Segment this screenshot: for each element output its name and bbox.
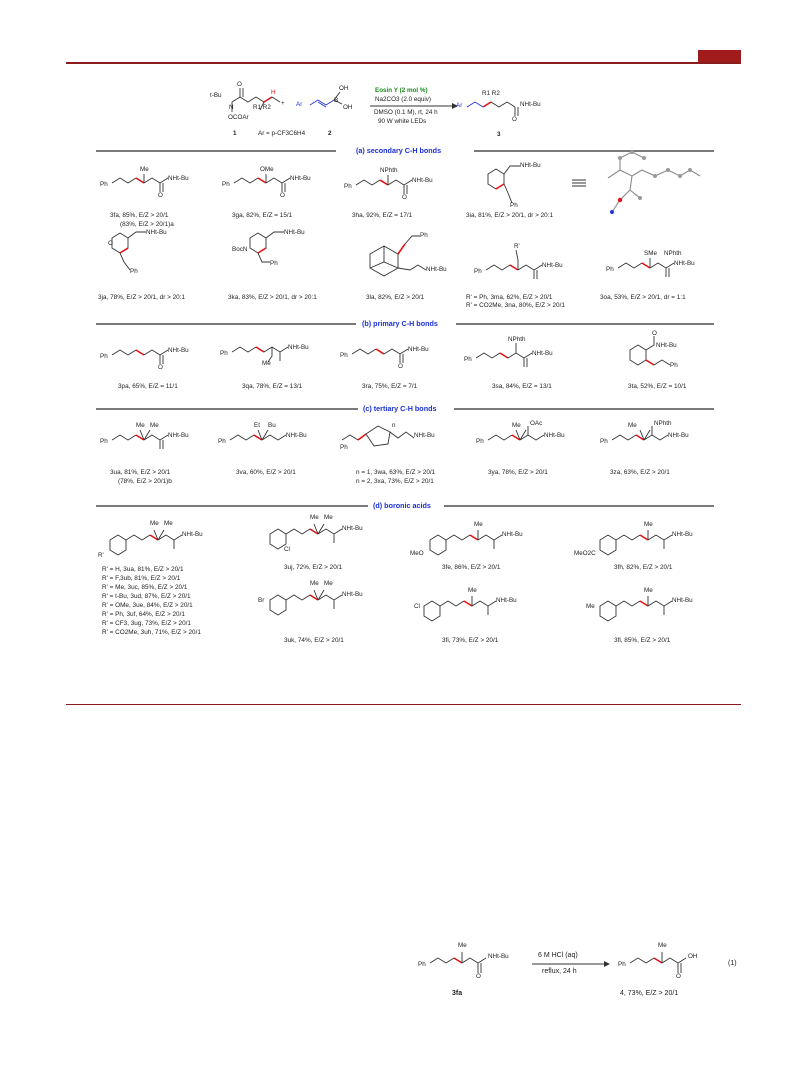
oh-label-1: OH xyxy=(339,85,349,92)
caption-3ua: 3ua, 81%, E/Z > 20/1 xyxy=(110,469,171,476)
3fh-me-label: Me xyxy=(644,521,653,528)
caption-3ma: R' = Ph, 3ma, 62%, E/Z > 20/1 xyxy=(466,294,553,301)
3ya-ph-label: Ph xyxy=(476,438,484,445)
3oa-ph-label: Ph xyxy=(606,266,614,273)
3fa-ph-label: Ph xyxy=(100,181,108,188)
h-label: H xyxy=(271,89,276,96)
caption-3xa: n = 2, 3xa, 73%, E/Z > 20/1 xyxy=(356,478,434,485)
3qa-nhtbu-label: NHt-Bu xyxy=(288,344,309,351)
compound-2-label: 2 xyxy=(328,130,332,137)
reagent-line1: Eosin Y (2 mol %) xyxy=(375,87,428,94)
caption-3ga: 3ga, 82%, E/Z = 15/1 xyxy=(232,212,293,219)
caption-3fh: 3fh, 82%, E/Z > 20/1 xyxy=(614,564,673,571)
3ga-o-label: O xyxy=(280,192,285,199)
3fa-me-label: Me xyxy=(140,166,149,173)
3ha-nphth-label: NPhth xyxy=(380,167,398,174)
3u-me-label: Me xyxy=(150,520,159,527)
3uk-me2-label: Me xyxy=(324,580,333,587)
caption-3uk: 3uk, 74%, E/Z > 20/1 xyxy=(284,637,344,644)
caption-3oa: 3oa, 53%, E/Z > 20/1, dr = 1:1 xyxy=(600,294,686,301)
caption-d-list-7: R' = CO2Me, 3uh, 71%, E/Z > 20/1 xyxy=(102,629,201,636)
eq-4-ph-label: Ph xyxy=(618,961,626,968)
3ra-nhtbu-label: NHt-Bu xyxy=(408,346,429,353)
section-c-title: (c) tertiary C-H bonds xyxy=(363,404,437,413)
3u-me2-label: Me xyxy=(164,520,173,527)
3va-et-label: Et xyxy=(254,422,260,429)
eq-3fa-nhtbu-label: NHt-Bu xyxy=(488,953,509,960)
caption-d-list-1: R' = F,3ub, 81%, E/Z > 20/1 xyxy=(102,575,181,582)
3za-ph-label: Ph xyxy=(600,438,608,445)
caption-3fa-b: (83%, E/Z > 20/1)a xyxy=(120,221,174,228)
3fe-me-label: Me xyxy=(474,521,483,528)
3uk-me-label: Me xyxy=(310,580,319,587)
condition-line2: 90 W white LEDs xyxy=(378,118,427,125)
3va-ph-label: Ph xyxy=(218,438,226,445)
3pa-nhtbu-label: NHt-Bu xyxy=(168,347,189,354)
nhtbu-product-label: NHt-Bu xyxy=(520,101,541,108)
ococar-label: OCOAr xyxy=(228,114,249,121)
compound-1-label: 1 xyxy=(233,130,237,137)
3sa-ph-label: Ph xyxy=(464,356,472,363)
caption-3ya: 3ya, 78%, E/Z > 20/1 xyxy=(488,469,548,476)
3ua-nhtbu-label: NHt-Bu xyxy=(168,432,189,439)
eq-4-o-label: O xyxy=(676,973,681,980)
3fi-cl-label: Cl xyxy=(414,603,420,610)
ar-definition: Ar = p-CF3C6H4 xyxy=(258,130,306,137)
3ja-ph-label: Ph xyxy=(130,268,138,275)
3fe-nhtbu-label: NHt-Bu xyxy=(502,531,523,538)
caption-3ra: 3ra, 75%, E/Z = 7/1 xyxy=(362,383,418,390)
3uj-nhtbu-label: NHt-Bu xyxy=(342,525,363,532)
3ua-me-label: Me xyxy=(136,422,145,429)
3fa-o-label: O xyxy=(158,192,163,199)
3wa-nhtbu-label: NHt-Bu xyxy=(414,432,435,439)
eq-3fa-ph-label: Ph xyxy=(418,961,426,968)
3ya-me-label: Me xyxy=(512,422,521,429)
eq-3fa-me-label: Me xyxy=(458,942,467,949)
3fi-me-label: Me xyxy=(468,587,477,594)
tbu-label: t-Bu xyxy=(210,92,222,99)
3ma-rprime-label: R' xyxy=(514,243,520,250)
caption-3fl: 3fl, 85%, E/Z > 20/1 xyxy=(614,637,671,644)
structure-3fa-eq xyxy=(430,952,486,973)
3uk-br-label: Br xyxy=(258,597,265,604)
3ha-nhtbu-label: NHt-Bu xyxy=(412,177,433,184)
ar-label: Ar xyxy=(296,101,303,108)
3sa-nphth-label: NPhth xyxy=(508,336,526,343)
caption-d-list-0: R' = H, 3ua, 81%, E/Z > 20/1 xyxy=(102,566,184,573)
3fh-meo2c-label: MeO2C xyxy=(574,550,596,557)
oh-label-2: OH xyxy=(343,104,353,111)
caption-d-list-5: R' = Ph, 3uf, 64%, E/Z > 20/1 xyxy=(102,611,185,618)
3ya-oac-label: OAc xyxy=(530,420,543,427)
3ka-nhtbu-label: NHt-Bu xyxy=(284,229,305,236)
n-label: N xyxy=(229,104,234,111)
eq-4-me-label: Me xyxy=(658,942,667,949)
3za-nhtbu-label: NHt-Bu xyxy=(668,432,689,439)
caption-3ka: 3ka, 83%, E/Z > 20/1, dr > 20:1 xyxy=(228,294,317,301)
caption-3la: 3la, 82%, E/Z > 20/1 xyxy=(366,294,425,301)
caption-3ia: 3ia, 81%, E/Z > 20/1, dr > 20:1 xyxy=(466,212,554,219)
3ga-ph-label: Ph xyxy=(222,181,230,188)
eq-number: (1) xyxy=(728,960,737,967)
carbonyl-o-label: O xyxy=(237,81,242,88)
eq-reagent: 6 M HCl (aq) xyxy=(538,952,578,959)
3wa-n-label: n xyxy=(392,422,396,429)
r1r2-product-label: R1 R2 xyxy=(482,90,500,97)
3uj-me-label: Me xyxy=(310,514,319,521)
caption-3wa: n = 1, 3wa, 63%, E/Z > 20/1 xyxy=(356,469,436,476)
3ma-ph-label: Ph xyxy=(474,268,482,275)
eq-start-label: 3fa xyxy=(452,990,463,997)
caption-3na: R' = CO2Me, 3na, 80%, E/Z > 20/1 xyxy=(466,302,565,309)
3ja-o-label: O xyxy=(108,240,113,247)
3oa-nhtbu-label: NHt-Bu xyxy=(674,260,695,267)
ar-product-label: Ar xyxy=(456,102,463,109)
b-label: B xyxy=(334,97,339,104)
3uk-nhtbu-label: NHt-Bu xyxy=(342,591,363,598)
3fa-nhtbu-label: NHt-Bu xyxy=(168,175,189,182)
caption-3ja: 3ja, 78%, E/Z > 20/1, dr > 20:1 xyxy=(98,294,186,301)
product-o-label: O xyxy=(512,116,517,123)
3fl-me-ring-label: Me xyxy=(586,603,595,610)
section-b-title: (b) primary C-H bonds xyxy=(362,319,438,328)
3ya-nhtbu-label: NHt-Bu xyxy=(544,432,565,439)
3ha-o-label: O xyxy=(402,194,407,201)
caption-3ha: 3ha, 92%, E/Z = 17/1 xyxy=(352,212,413,219)
3ta-o-label: O xyxy=(652,330,657,337)
section-a-title: (a) secondary C-H bonds xyxy=(356,146,442,155)
3ia-nhtbu-label: NHt-Bu xyxy=(520,162,541,169)
3u-rprime-label: R' xyxy=(98,552,104,559)
3oa-nphth-label: NPhth xyxy=(664,250,682,257)
reagent-line2: Na2CO3 (2.0 equiv) xyxy=(375,96,431,103)
caption-3uj: 3uj, 72%, E/Z > 20/1 xyxy=(284,564,343,571)
eq-4-oh-label: OH xyxy=(688,953,698,960)
compound-3-label: 3 xyxy=(497,131,501,138)
3uj-cl-label: Cl xyxy=(284,546,290,553)
3oa-sme-label: SMe xyxy=(644,250,657,257)
plus-label: + xyxy=(281,100,285,107)
caption-3fa: 3fa, 85%, E/Z > 20/1 xyxy=(110,212,169,219)
3ja-nhtbu-label: NHt-Bu xyxy=(146,229,167,236)
3ka-boc-label: BocN xyxy=(232,246,248,253)
3ga-ome-label: OMe xyxy=(260,166,274,173)
3u-nhtbu-label: NHt-Bu xyxy=(182,531,203,538)
3wa-ph-label: Ph xyxy=(340,444,348,451)
caption-3fe: 3fe, 86%, E/Z > 20/1 xyxy=(442,564,501,571)
3za-nphth-label: NPhth xyxy=(654,420,672,427)
3va-bu-label: Bu xyxy=(268,422,276,429)
3fi-nhtbu-label: NHt-Bu xyxy=(496,597,517,604)
caption-3qa: 3qa, 78%, E/Z = 13/1 xyxy=(242,383,303,390)
caption-3va: 3va, 60%, E/Z > 20/1 xyxy=(236,469,296,476)
3pa-o-label: O xyxy=(158,364,163,371)
caption-3fi: 3fi, 73%, E/Z > 20/1 xyxy=(442,637,499,644)
3qa-ph-label: Ph xyxy=(220,350,228,357)
3fe-meo-label: MeO xyxy=(410,550,424,557)
3ga-nhtbu-label: NHt-Bu xyxy=(290,175,311,182)
3fl-nhtbu-label: NHt-Bu xyxy=(672,597,693,604)
3ia-ph-label: Ph xyxy=(510,202,518,209)
3ma-nhtbu-label: NHt-Bu xyxy=(542,262,563,269)
3va-nhtbu-label: NHt-Bu xyxy=(286,432,307,439)
3ta-ph-label: Ph xyxy=(670,362,678,369)
3la-ph-label: Ph xyxy=(420,232,428,239)
3fh-nhtbu-label: NHt-Bu xyxy=(672,531,693,538)
caption-d-list-6: R' = CF3, 3ug, 73%, E/Z > 20/1 xyxy=(102,620,191,627)
caption-3ua-b: (78%, E/Z > 20/1)b xyxy=(118,478,172,485)
3ua-me2-label: Me xyxy=(150,422,159,429)
eq-condition: reflux, 24 h xyxy=(542,968,577,975)
3fl-me-label: Me xyxy=(644,587,653,594)
eq-product-label: 4, 73%, E/Z > 20/1 xyxy=(620,990,679,997)
3ra-o-label: O xyxy=(398,363,403,370)
3ka-ph-label: Ph xyxy=(270,260,278,267)
caption-3pa: 3pa, 65%, E/Z = 11/1 xyxy=(118,383,178,390)
caption-d-list-2: R' = Me, 3uc, 85%, E/Z > 20/1 xyxy=(102,584,188,591)
3ra-ph-label: Ph xyxy=(340,352,348,359)
3la-nhtbu-label: NHt-Bu xyxy=(426,266,447,273)
r1r2-label: R1 R2 xyxy=(253,104,271,111)
section-d-title: (d) boronic acids xyxy=(373,501,431,510)
3uj-me2-label: Me xyxy=(324,514,333,521)
3ua-ph-label: Ph xyxy=(100,438,108,445)
structure-4 xyxy=(630,952,686,973)
caption-d-list-3: R' = t-Bu, 3ud, 87%, E/Z > 20/1 xyxy=(102,593,191,600)
eq-3fa-o-label: O xyxy=(476,973,481,980)
3za-me-label: Me xyxy=(628,422,637,429)
3ta-nhtbu-label: NHt-Bu xyxy=(656,342,677,349)
3pa-ph-label: Ph xyxy=(100,353,108,360)
caption-d-list-4: R' = OMe, 3ue, 84%, E/Z > 20/1 xyxy=(102,602,193,609)
3sa-nhtbu-label: NHt-Bu xyxy=(532,350,553,357)
caption-3ta: 3ta, 52%, E/Z = 10/1 xyxy=(628,383,687,390)
caption-3sa: 3sa, 84%, E/Z = 13/1 xyxy=(492,383,552,390)
condition-line1: DMSO (0.1 M), rt, 24 h xyxy=(374,109,438,116)
3ha-ph-label: Ph xyxy=(344,183,352,190)
caption-3za: 3za, 63%, E/Z > 20/1 xyxy=(610,469,670,476)
3qa-me-label: Me xyxy=(262,360,271,367)
